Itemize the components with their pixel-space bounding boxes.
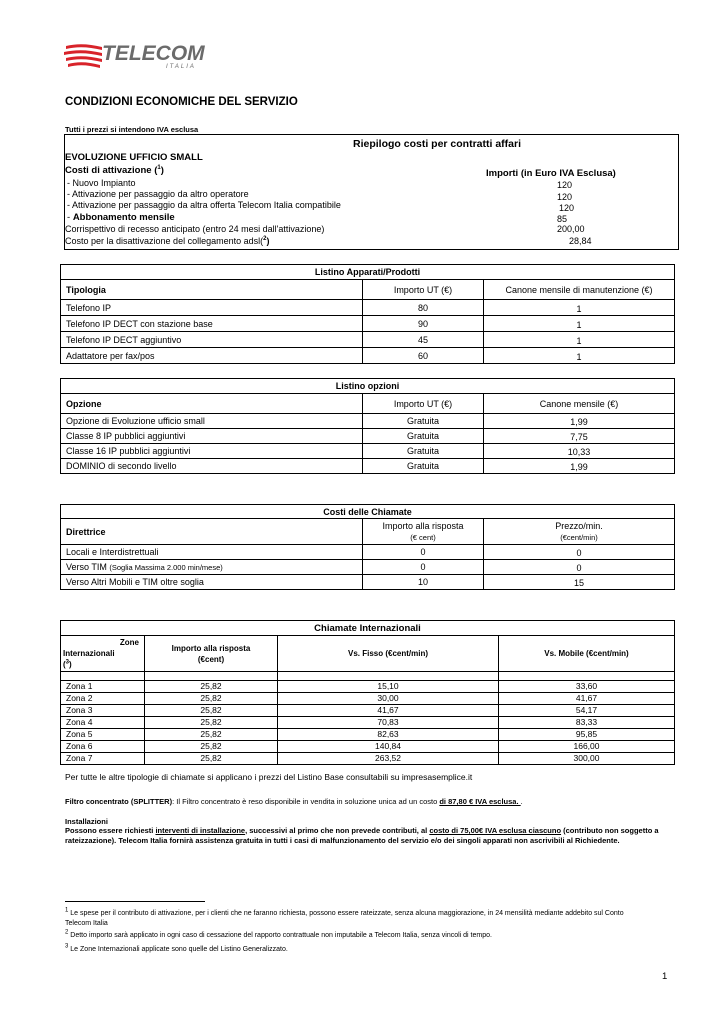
- call-price: 0: [484, 545, 675, 560]
- table-row: [61, 300, 675, 316]
- devices-table-title: Listino Apparati/Prodotti: [61, 265, 675, 280]
- zone-fixed: 82,63: [278, 729, 499, 741]
- footnote-1: [65, 909, 665, 929]
- international-header-answer-unit: (€cent): [197, 654, 225, 664]
- option-fee: 1,99: [484, 459, 675, 474]
- device-fee: 1: [484, 332, 675, 348]
- option-name: DOMINIO di secondo livello: [61, 459, 363, 474]
- zone-mobile: 95,85: [499, 729, 675, 741]
- installations-line2: rateizzazione). Telecom Italia fornirà assistenza gratuita in tutti i casi di malfunzionamento del servizio e/o dei singoli apparati non ascrivibili al Richiedente.: [65, 836, 620, 845]
- option-price: Gratuita: [363, 414, 484, 429]
- devices-table: [60, 264, 675, 364]
- install-text-1: Possono essere richiesti: [65, 826, 156, 835]
- zone-answer: 25,82: [145, 693, 278, 705]
- filter-end: .: [520, 797, 523, 806]
- zone-fixed: 263,52: [278, 753, 499, 765]
- zone-mobile: 300,00: [499, 753, 675, 765]
- zone-header-line2: Internazionali: [63, 649, 115, 658]
- summary-row-value: 120: [559, 203, 575, 213]
- devices-header-fee: Canone mensile di manutenzione (€): [484, 280, 675, 300]
- international-header-fixed: Vs. Fisso (€cent/min): [278, 636, 499, 672]
- call-answer: 10: [363, 575, 484, 590]
- early-withdrawal-value: 200,00: [557, 224, 585, 234]
- call-direction-label: Verso TIM: [66, 562, 110, 572]
- spacer-cell: [499, 672, 675, 681]
- table-row: [61, 414, 675, 429]
- device-name: Adattatore per fax/pos: [61, 348, 363, 364]
- option-price: Gratuita: [363, 459, 484, 474]
- vat-note: Tutti i prezzi si intendono IVA esclusa: [65, 125, 199, 134]
- spacer-cell: [278, 672, 499, 681]
- international-table: [60, 620, 675, 765]
- summary-row-value: 120: [557, 192, 573, 202]
- summary-row-value: 120: [557, 180, 573, 190]
- zone-name: Zona 1: [61, 681, 145, 693]
- footnote-divider: [65, 901, 205, 902]
- zone-answer: 25,82: [145, 741, 278, 753]
- call-price: 15: [484, 575, 675, 590]
- devices-header-price: Importo UT (€): [363, 280, 484, 300]
- zone-header-close: ): [69, 660, 72, 669]
- call-answer: 0: [363, 560, 484, 575]
- footnote-2: [65, 931, 492, 941]
- zone-mobile: 33,60: [499, 681, 675, 693]
- international-header-answer-label: Importo alla risposta: [171, 643, 251, 653]
- install-text-3: (contributo non soggetto a: [561, 826, 659, 835]
- install-underline-2: costo di 75,00€ IVA esclusa ciascuno: [429, 826, 562, 835]
- telecom-logo-mark-icon: [62, 42, 104, 72]
- device-fee: 1: [484, 300, 675, 316]
- table-row: [61, 348, 675, 364]
- options-header-price: Importo UT (€): [363, 394, 484, 414]
- zone-fixed: 30,00: [278, 693, 499, 705]
- zone-fixed: 70,83: [278, 717, 499, 729]
- filter-price: di 87,80 € IVA esclusa.: [439, 797, 521, 806]
- call-direction-label: Locali e Interdistrettuali: [66, 547, 159, 557]
- table-row: [61, 332, 675, 348]
- option-price: Gratuita: [363, 429, 484, 444]
- activation-costs-footnote-ref: 1: [157, 164, 161, 171]
- install-underline-1: interventi di installazione: [155, 826, 246, 835]
- early-withdrawal-label: Corrispettivo di recesso anticipato (entro 24 mesi dall'attivazione): [65, 224, 325, 234]
- deactivation-label: [65, 236, 269, 246]
- call-answer: 0: [363, 545, 484, 560]
- summary-section: EVOLUZIONE UFFICIO SMALL: [65, 152, 203, 163]
- deactivation-value: 28,84: [569, 236, 592, 246]
- calls-header-price-label: Prezzo/min.: [555, 520, 603, 531]
- table-row: [61, 545, 675, 560]
- international-header-answer: [145, 636, 278, 672]
- option-name: Opzione di Evoluzione ufficio small: [61, 414, 363, 429]
- device-name: Telefono IP DECT con stazione base: [61, 316, 363, 332]
- subscription-prefix: -: [67, 212, 73, 223]
- zone-name: Zona 3: [61, 705, 145, 717]
- subscription-label: [67, 212, 175, 223]
- zone-answer: 25,82: [145, 753, 278, 765]
- table-row: [61, 575, 675, 590]
- table-row: [61, 459, 675, 474]
- devices-header-type: Tipologia: [61, 280, 363, 300]
- option-fee: 10,33: [484, 444, 675, 459]
- filter-note: [65, 797, 523, 806]
- call-price: 0: [484, 560, 675, 575]
- footnote-number: 2: [65, 929, 69, 936]
- zone-mobile: 41,67: [499, 693, 675, 705]
- footnote-text: Le spese per il contributo di attivazione, per i clienti che ne faranno richiesta, possono essere rateizzate, senza alcuna maggiorazione, in 24 mensilità mediante addebito sul Conto: [68, 910, 624, 917]
- filter-text: : Il Filtro concentrato è reso disponibile in vendita in soluzione unica ad un costo: [172, 797, 440, 806]
- table-row: [61, 705, 675, 717]
- table-row: [61, 717, 675, 729]
- call-direction: [61, 560, 363, 575]
- calls-header-direction: Direttrice: [61, 519, 363, 545]
- installations-title: Installazioni: [65, 817, 108, 826]
- spacer-row: [61, 672, 675, 681]
- option-fee: 7,75: [484, 429, 675, 444]
- footnote-text: Le Zone Internazionali applicate sono quelle del Listino Generalizzato.: [68, 946, 288, 953]
- international-header-mobile: Vs. Mobile (€cent/min): [499, 636, 675, 672]
- calls-header-price-unit: (€cent/min): [560, 532, 598, 542]
- spacer-cell: [145, 672, 278, 681]
- zone-answer: 25,82: [145, 717, 278, 729]
- device-fee: 1: [484, 348, 675, 364]
- logo-text: TELECOM: [102, 42, 205, 65]
- table-row: [61, 729, 675, 741]
- option-name: Classe 8 IP pubblici aggiuntivi: [61, 429, 363, 444]
- telecom-logo: [62, 42, 205, 74]
- options-table-title: Listino opzioni: [61, 379, 675, 394]
- activation-costs-label: [65, 165, 164, 176]
- table-row: [61, 429, 675, 444]
- summary-row-label: - Nuovo Impianto: [67, 178, 136, 188]
- calls-header-price: [484, 519, 675, 545]
- calls-table: [60, 504, 675, 590]
- zone-header-line1: Zone: [119, 638, 139, 647]
- footnote-number: 3: [65, 943, 69, 950]
- amounts-header: Importi (in Euro IVA Esclusa): [486, 168, 616, 179]
- call-direction: [61, 545, 363, 560]
- spacer-cell: [61, 672, 145, 681]
- summary-box: [64, 134, 679, 250]
- installations-line1: [65, 826, 659, 835]
- zone-fixed: 140,84: [278, 741, 499, 753]
- other-calls-note: Per tutte le altre tipologie di chiamate si applicano i prezzi del Listino Base consultabili su impresasemplice.it: [65, 772, 473, 782]
- footnote-number: 1: [65, 907, 69, 914]
- zone-mobile: 166,00: [499, 741, 675, 753]
- calls-table-title: Costi delle Chiamate: [61, 505, 675, 519]
- zone-answer: 25,82: [145, 705, 278, 717]
- zone-name: Zona 7: [61, 753, 145, 765]
- option-fee: 1,99: [484, 414, 675, 429]
- call-direction-note: (Soglia Massima 2.000 min/mese): [109, 563, 223, 572]
- table-row: [61, 316, 675, 332]
- zone-header-open: (: [63, 660, 66, 669]
- zone-answer: 25,82: [145, 681, 278, 693]
- summary-row-label: - Attivazione per passaggio da altra offerta Telecom Italia compatibile: [67, 200, 341, 210]
- device-price: 45: [363, 332, 484, 348]
- calls-header-answer-unit: (€ cent): [410, 532, 436, 542]
- table-row: [61, 560, 675, 575]
- table-row: [61, 753, 675, 765]
- zone-answer: 25,82: [145, 729, 278, 741]
- page-number: 1: [662, 971, 668, 982]
- footnote-continuation: Telecom Italia: [65, 920, 108, 927]
- activation-costs-text: Costi di attivazione (: [65, 165, 158, 176]
- zone-name: Zona 6: [61, 741, 145, 753]
- table-row: [61, 693, 675, 705]
- subscription-value: 85: [557, 214, 568, 224]
- page-title: CONDIZIONI ECONOMICHE DEL SERVIZIO: [65, 96, 298, 108]
- activation-costs-close: ): [160, 165, 164, 176]
- zone-name: Zona 5: [61, 729, 145, 741]
- options-table: [60, 378, 675, 474]
- zone-fixed: 15,10: [278, 681, 499, 693]
- table-row: [61, 444, 675, 459]
- summary-row-label: - Attivazione per passaggio da altro operatore: [67, 189, 249, 199]
- install-text-2: , successivi al primo che non prevede contributi, al: [245, 826, 430, 835]
- zone-footnote-ref: 3: [65, 659, 70, 666]
- device-name: Telefono IP: [61, 300, 363, 316]
- device-name: Telefono IP DECT aggiuntivo: [61, 332, 363, 348]
- footnote-text: Detto importo sarà applicato in ogni caso di cessazione del rapporto contrattuale non imputabile a Telecom Italia, senza vincoli di tempo.: [68, 932, 492, 939]
- filter-label: Filtro concentrato (SPLITTER): [65, 797, 173, 806]
- calls-header-answer-label: Importo alla risposta: [382, 520, 464, 531]
- zone-fixed: 41,67: [278, 705, 499, 717]
- summary-heading: Riepilogo costi per contratti affari: [353, 138, 522, 150]
- table-row: [61, 741, 675, 753]
- deactivation-close: ): [266, 236, 270, 246]
- zone-mobile: 83,33: [499, 717, 675, 729]
- zone-header-line3: [63, 659, 143, 670]
- option-name: Classe 16 IP pubblici aggiuntivi: [61, 444, 363, 459]
- call-direction-label: Verso Altri Mobili e TIM oltre soglia: [66, 577, 204, 587]
- zone-mobile: 54,17: [499, 705, 675, 717]
- calls-header-answer: [363, 519, 484, 545]
- call-direction: [61, 575, 363, 590]
- option-price: Gratuita: [363, 444, 484, 459]
- footnote-3: [65, 945, 288, 955]
- zone-name: Zona 2: [61, 693, 145, 705]
- table-row: [61, 681, 675, 693]
- deactivation-footnote-ref: 2: [263, 236, 267, 242]
- international-header-zone: [61, 636, 145, 672]
- zone-name: Zona 4: [61, 717, 145, 729]
- deactivation-text: Costo per la disattivazione del collegamento adsl(: [65, 236, 264, 246]
- device-fee: 1: [484, 316, 675, 332]
- device-price: 90: [363, 316, 484, 332]
- device-price: 60: [363, 348, 484, 364]
- subscription-text: Abbonamento mensile: [72, 212, 175, 223]
- device-price: 80: [363, 300, 484, 316]
- international-table-title: Chiamate Internazionali: [61, 621, 675, 636]
- options-header-option: Opzione: [61, 394, 363, 414]
- options-header-fee: Canone mensile (€): [484, 394, 675, 414]
- logo-subtext: ITALIA: [166, 64, 196, 70]
